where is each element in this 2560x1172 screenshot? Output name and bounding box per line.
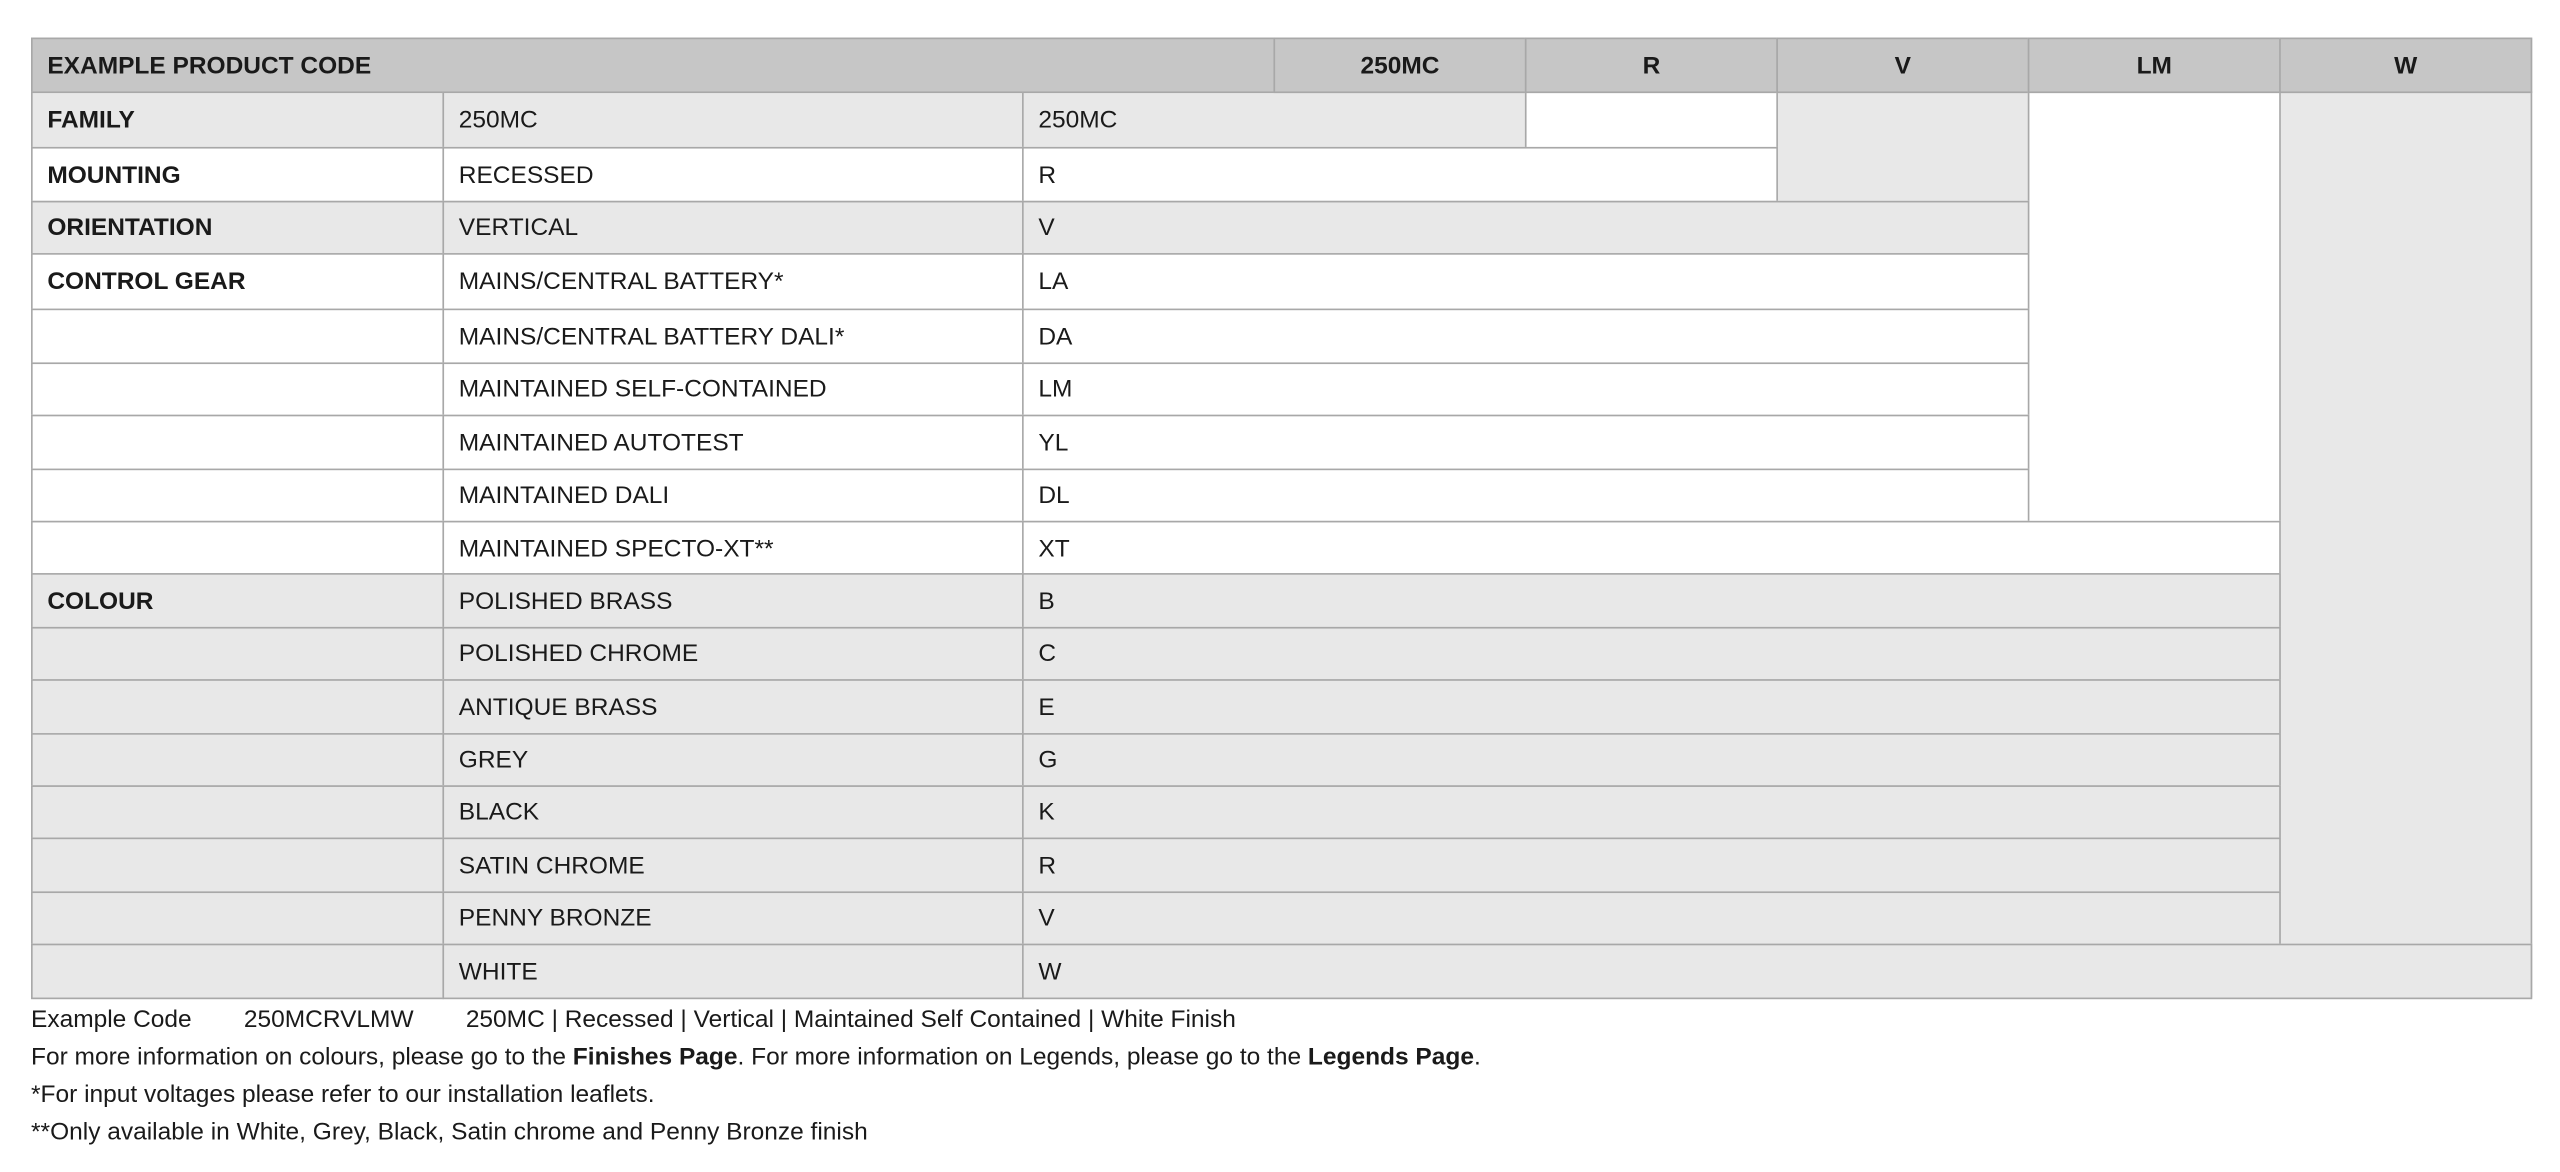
control-gear-label-cell	[31, 415, 444, 471]
colour-code: E	[1038, 693, 1055, 721]
header-code: LM	[2136, 51, 2172, 80]
mounting-code: R	[1038, 160, 1057, 189]
header-code: R	[1642, 51, 1661, 80]
control-gear-label-cell	[31, 521, 444, 577]
header-code: 250MC	[1360, 51, 1440, 80]
colour-label-cell	[31, 944, 444, 1000]
header-label: EXAMPLE PRODUCT CODE	[47, 51, 372, 80]
control-gear-option: MAINS/CENTRAL BATTERY*	[458, 267, 784, 296]
colour-code: W	[1038, 957, 1062, 986]
control-gear-option: MAINTAINED DALI	[458, 481, 670, 510]
colour-option: SATIN CHROME	[458, 851, 645, 880]
control-gear-label-cell	[31, 362, 444, 416]
mounting-option: RECESSED	[458, 160, 594, 189]
header-code: V	[1894, 51, 1912, 80]
control-gear-option: MAINTAINED SPECTO-XT**	[458, 534, 774, 563]
finishes-page-link[interactable]: Finishes Page	[572, 1043, 738, 1072]
control-gear-code: XT	[1038, 534, 1070, 563]
family-code: 250MC	[1038, 106, 1118, 134]
control-gear-option: MAINTAINED AUTOTEST	[458, 428, 744, 457]
code-col-r-bg	[1525, 91, 1778, 148]
code-col-lm-bg	[2028, 91, 2281, 574]
colour-label: COLOUR	[47, 586, 154, 615]
code-col-w-bg	[2279, 91, 2532, 997]
control-gear-label-cell	[31, 469, 444, 523]
orientation-option: VERTICAL	[458, 213, 579, 242]
colour-label-cell	[31, 891, 444, 945]
colour-option: POLISHED BRASS	[458, 586, 673, 615]
colour-code: R	[1038, 851, 1057, 880]
control-gear-code: DA	[1038, 322, 1073, 351]
colour-label-cell	[31, 733, 444, 787]
control-gear-option: MAINS/CENTRAL BATTERY DALI*	[458, 322, 845, 351]
colour-code: B	[1038, 586, 1055, 615]
control-gear-code: LA	[1038, 267, 1069, 296]
colour-label-cell	[31, 785, 444, 839]
colour-option: WHITE	[458, 957, 538, 986]
footnote-voltage: *For input voltages please refer to our installation leaflets.	[31, 1080, 655, 1109]
colour-code: V	[1038, 904, 1055, 933]
colour-option: POLISHED CHROME	[458, 640, 699, 668]
control-gear-label: CONTROL GEAR	[47, 267, 246, 296]
colour-label-cell	[31, 679, 444, 735]
legends-page-link[interactable]: Legends Page	[1307, 1043, 1474, 1072]
control-gear-code: DL	[1038, 481, 1070, 510]
colour-code: G	[1038, 746, 1058, 774]
example-code-value: 250MCRVLMW	[243, 1005, 414, 1034]
footnote-specto: **Only available in White, Grey, Black, Satin chrome and Penny Bronze finish	[31, 1118, 868, 1147]
info-text-a: For more information on colours, please go to the	[31, 1043, 573, 1072]
family-label: FAMILY	[47, 106, 135, 134]
orientation-code: V	[1038, 213, 1055, 242]
info-text-b: . For more information on Legends, please go to the	[737, 1043, 1308, 1072]
example-code-description: 250MC | Recessed | Vertical | Maintained Self Contained | White Finish	[465, 1005, 1236, 1034]
family-option: 250MC	[458, 106, 538, 134]
control-gear-option: MAINTAINED SELF-CONTAINED	[458, 375, 827, 404]
colour-label-cell	[31, 838, 444, 894]
header-code: W	[2394, 51, 2418, 80]
colour-code: C	[1038, 640, 1057, 668]
colour-option: ANTIQUE BRASS	[458, 693, 658, 721]
colour-option: BLACK	[458, 798, 540, 827]
colour-option: PENNY BRONZE	[458, 904, 652, 933]
colour-code: K	[1038, 798, 1055, 827]
mounting-label: MOUNTING	[47, 160, 181, 189]
info-text-c: .	[1473, 1043, 1481, 1072]
control-gear-code: LM	[1038, 375, 1073, 404]
orientation-label: ORIENTATION	[47, 213, 213, 242]
colour-label-cell	[31, 627, 444, 681]
control-gear-label-cell	[31, 309, 444, 365]
more-info-line	[31, 1043, 1481, 1072]
colour-option: GREY	[458, 746, 529, 774]
example-code-line	[31, 1005, 1236, 1034]
example-code-label: Example Code	[31, 1005, 192, 1034]
control-gear-code: YL	[1038, 428, 1069, 457]
